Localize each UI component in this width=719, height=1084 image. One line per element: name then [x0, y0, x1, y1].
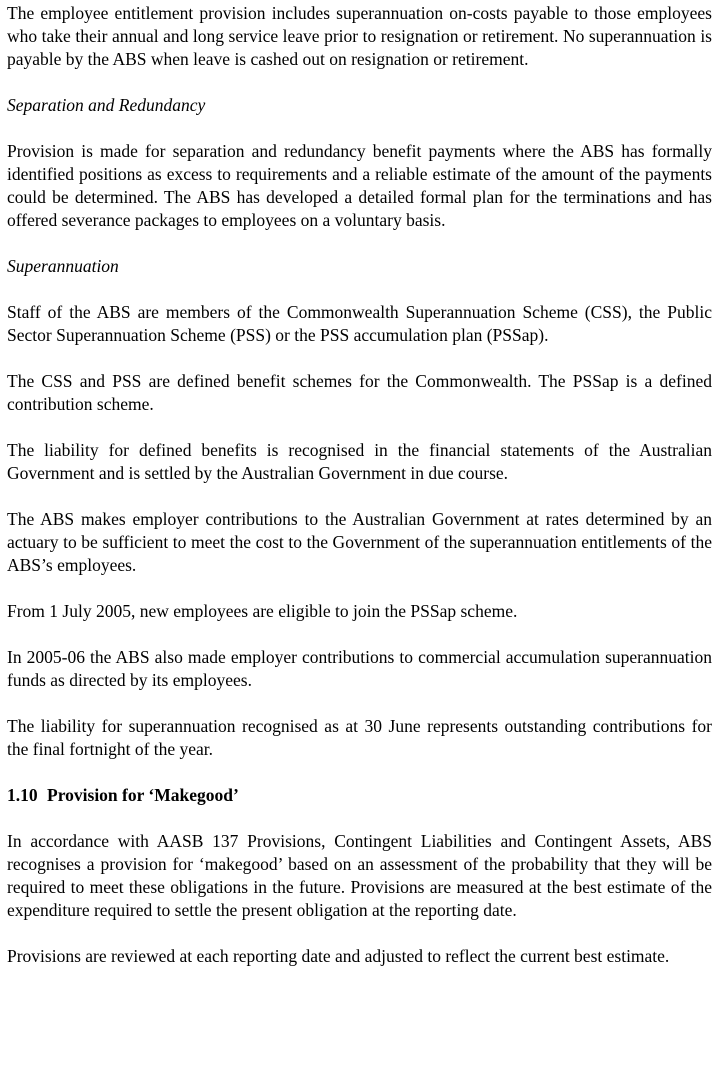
- section-heading-numbered: [7, 784, 712, 807]
- subsection-heading: Separation and Redundancy: [7, 95, 206, 115]
- paragraph: Staff of the ABS are members of the Commonwealth Superannuation Scheme (CSS), the Public Sector Superannuation Scheme (PSS) or the PSS accumulation plan (PSSap).: [7, 302, 712, 345]
- paragraph: In accordance with AASB 137 Provisions, Contingent Liabilities and Contingent Assets, ABS recognises a provision for ‘makegood’ based on an assessment of the probability that they will be required to meet these obligations in the future. Provisions are measured at the best estimate of the expenditure required to settle the present obligation at the reporting date.: [7, 831, 712, 920]
- paragraph: From 1 July 2005, new employees are eligible to join the PSSap scheme.: [7, 601, 518, 621]
- paragraph: The employee entitlement provision includes superannuation on-costs payable to those employees who take their annual and long service leave prior to resignation or retirement. No superannuation is payable by the ABS when leave is cashed out on resignation or retirement.: [7, 3, 712, 69]
- paragraph: The ABS makes employer contributions to the Australian Government at rates determined by an actuary to be sufficient to meet the cost to the Government of the superannuation entitlements of the ABS’s employees.: [7, 509, 712, 575]
- paragraph: In 2005-06 the ABS also made employer contributions to commercial accumulation superannuation funds as directed by its employees.: [7, 647, 712, 690]
- section-heading-text: Provision for ‘Makegood’: [47, 785, 239, 805]
- paragraph: The CSS and PSS are defined benefit schemes for the Commonwealth. The PSSap is a defined contribution scheme.: [7, 371, 712, 414]
- paragraph: The liability for superannuation recognised as at 30 June represents outstanding contributions for the final fortnight of the year.: [7, 716, 712, 759]
- paragraph: Provision is made for separation and redundancy benefit payments where the ABS has formally identified positions as excess to requirements and a reliable estimate of the amount of the payments could be determined. The ABS has developed a detailed formal plan for the terminations and has offered severance packages to employees on a voluntary basis.: [7, 141, 712, 230]
- paragraph: The liability for defined benefits is recognised in the financial statements of the Australian Government and is settled by the Australian Government in due course.: [7, 440, 712, 483]
- subsection-heading: Superannuation: [7, 256, 119, 276]
- paragraph: Provisions are reviewed at each reporting date and adjusted to reflect the current best estimate.: [7, 946, 670, 966]
- section-heading-number: 1.10: [7, 785, 38, 805]
